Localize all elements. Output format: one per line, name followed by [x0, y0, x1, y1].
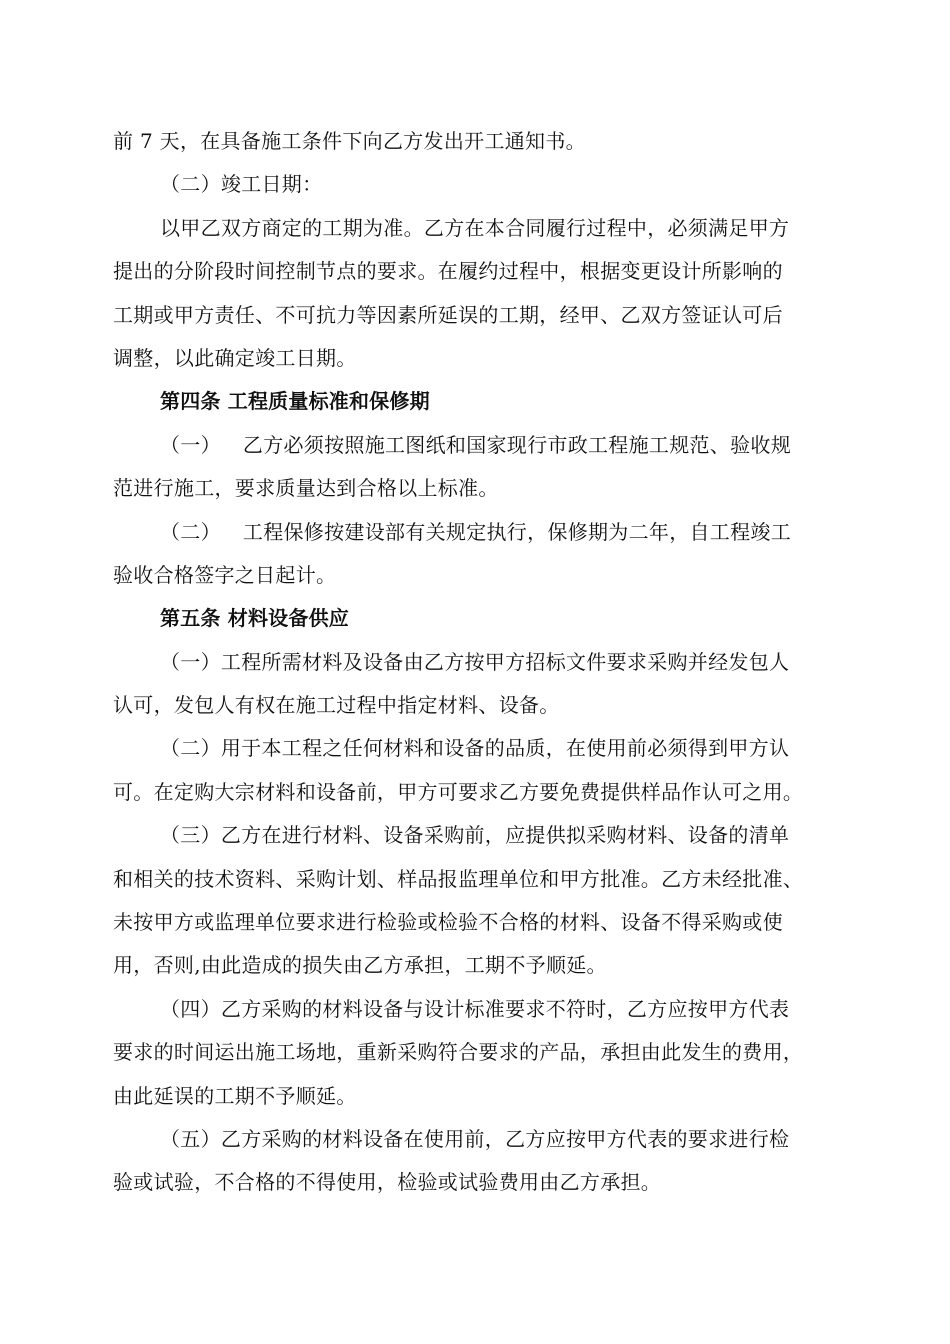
paragraph-line: 用，否则,由此造成的损失由乙方承担，工期不予顺延。 — [113, 953, 607, 978]
clause-line: （二）用于本工程之任何材料和设备的品质，在使用前必须得到甲方认 — [160, 736, 790, 761]
paragraph-line: 范进行施工，要求质量达到合格以上标准。 — [113, 476, 499, 501]
article-heading: 第五条 材料设备供应 — [160, 606, 349, 631]
paragraph-line: 以甲乙双方商定的工期为准。乙方在本合同履行过程中，必须满足甲方 — [160, 215, 790, 240]
paragraph-line: 可。在定购大宗材料和设备前，甲方可要求乙方要免费提供样品作认可之用。 — [113, 779, 804, 804]
paragraph-line: 提出的分阶段时间控制节点的要求。在履约过程中，根据变更设计所影响的 — [113, 259, 783, 284]
paragraph-line: 验收合格签字之日起计。 — [113, 562, 337, 587]
clause-line: （一）工程所需材料及设备由乙方按甲方招标文件要求采购并经发包人 — [160, 649, 790, 674]
document-body — [113, 120, 863, 1205]
clause-line: （五）乙方采购的材料设备在使用前，乙方应按甲方代表的要求进行检 — [160, 1126, 790, 1151]
clause-number: （二） — [160, 519, 221, 544]
clause-line — [113, 511, 863, 554]
paragraph-line: 前 7 天，在具备施工条件下向乙方发出开工通知书。 — [113, 129, 586, 153]
clause-text: 乙方必须按照施工图纸和国家现行市政工程施工规范、验收规 — [242, 432, 792, 457]
paragraph-line: 由此延误的工期不予顺延。 — [113, 1083, 357, 1108]
paragraph-line: 调整，以此确定竣工日期。 — [113, 345, 357, 370]
section-label: （二）竣工日期： — [160, 172, 323, 197]
paragraph-line: 和相关的技术资料、采购计划、样品报监理单位和甲方批准。乙方未经批准、 — [113, 866, 804, 891]
article-heading: 第四条 工程质量标准和保修期 — [160, 389, 430, 414]
clause-text: 工程保修按建设部有关规定执行，保修期为二年，自工程竣工 — [242, 519, 792, 544]
paragraph-line: 工期或甲方责任、不可抗力等因素所延误的工期，经甲、乙双方签证认可后 — [113, 302, 783, 327]
clause-line: （四）乙方采购的材料设备与设计标准要求不符时，乙方应按甲方代表 — [160, 996, 790, 1021]
paragraph-line: 要求的时间运出施工场地，重新采购符合要求的产品，承担由此发生的费用， — [113, 1040, 804, 1065]
paragraph-line: 未按甲方或监理单位要求进行检验或检验不合格的材料、设备不得采购或使 — [113, 910, 783, 935]
paragraph-line: 验或试验，不合格的不得使用，检验或试验费用由乙方承担。 — [113, 1170, 662, 1195]
clause-number: （一） — [160, 432, 221, 457]
paragraph-line: 认可，发包人有权在施工过程中指定材料、设备。 — [113, 693, 560, 718]
clause-line — [113, 424, 863, 467]
clause-line: （三）乙方在进行材料、设备采购前，应提供拟采购材料、设备的清单 — [160, 823, 790, 848]
